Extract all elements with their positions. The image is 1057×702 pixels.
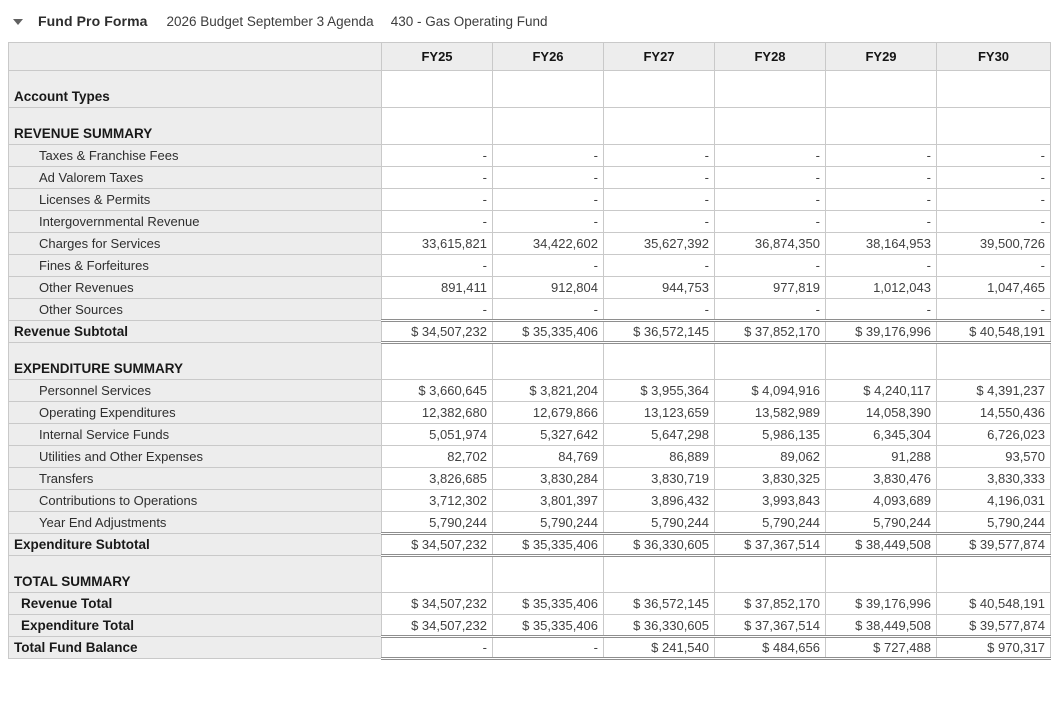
value-cell: 5,790,244 <box>937 512 1051 534</box>
table-row-ad-valorem-taxes <box>9 167 1051 189</box>
value-cell: - <box>715 145 826 167</box>
value-cell: - <box>493 255 604 277</box>
table-row-total-fund-balance <box>9 637 1051 659</box>
column-header-fy25: FY25 <box>382 43 493 71</box>
value-cell: 82,702 <box>382 446 493 468</box>
value-cell: 84,769 <box>493 446 604 468</box>
table-row-charges-for-services <box>9 233 1051 255</box>
value-cell: $ 4,240,117 <box>826 380 937 402</box>
corner-cell <box>9 43 382 71</box>
value-cell: $ 36,572,145 <box>604 593 715 615</box>
value-cell: - <box>715 211 826 233</box>
value-cell: 93,570 <box>937 446 1051 468</box>
value-cell: - <box>604 299 715 321</box>
value-cell: - <box>937 211 1051 233</box>
value-cell: - <box>937 255 1051 277</box>
table-row-revenue-subtotal <box>9 321 1051 343</box>
value-cell: 86,889 <box>604 446 715 468</box>
table-row-licenses-permits <box>9 189 1051 211</box>
table-header-row <box>9 43 1051 71</box>
value-cell <box>715 108 826 145</box>
value-cell: $ 241,540 <box>604 637 715 659</box>
value-cell: 3,993,843 <box>715 490 826 512</box>
value-cell: $ 36,330,605 <box>604 534 715 556</box>
row-label: Revenue Total <box>9 593 382 615</box>
row-label: Expenditure Total <box>9 615 382 637</box>
value-cell: 14,058,390 <box>826 402 937 424</box>
value-cell <box>715 556 826 593</box>
value-cell: 33,615,821 <box>382 233 493 255</box>
value-cell: - <box>715 299 826 321</box>
value-cell <box>937 556 1051 593</box>
table-row-intergovernmental-revenue <box>9 211 1051 233</box>
value-cell: $ 37,367,514 <box>715 534 826 556</box>
row-label: REVENUE SUMMARY <box>9 108 382 145</box>
table-row-transfers <box>9 468 1051 490</box>
value-cell: $ 35,335,406 <box>493 534 604 556</box>
value-cell: $ 40,548,191 <box>937 321 1051 343</box>
value-cell: 3,896,432 <box>604 490 715 512</box>
column-header-fy26: FY26 <box>493 43 604 71</box>
value-cell: 89,062 <box>715 446 826 468</box>
value-cell: $ 37,367,514 <box>715 615 826 637</box>
row-label: Contributions to Operations <box>9 490 382 512</box>
value-cell: 944,753 <box>604 277 715 299</box>
value-cell: 91,288 <box>826 446 937 468</box>
table-row-account-types <box>9 71 1051 108</box>
table-row-year-end-adjustments <box>9 512 1051 534</box>
value-cell: 5,051,974 <box>382 424 493 446</box>
value-cell <box>826 343 937 380</box>
value-cell: 3,830,333 <box>937 468 1051 490</box>
value-cell: - <box>382 145 493 167</box>
value-cell <box>493 108 604 145</box>
column-header-fy30: FY30 <box>937 43 1051 71</box>
row-label: Ad Valorem Taxes <box>9 167 382 189</box>
table-row-revenue-total <box>9 593 1051 615</box>
value-cell: 3,826,685 <box>382 468 493 490</box>
value-cell: $ 35,335,406 <box>493 321 604 343</box>
value-cell: 38,164,953 <box>826 233 937 255</box>
row-label: Transfers <box>9 468 382 490</box>
value-cell: 5,986,135 <box>715 424 826 446</box>
value-cell: - <box>493 167 604 189</box>
value-cell: $ 4,391,237 <box>937 380 1051 402</box>
table-row-other-revenues <box>9 277 1051 299</box>
pro-forma-table <box>8 42 1051 660</box>
value-cell: - <box>937 167 1051 189</box>
value-cell: - <box>715 167 826 189</box>
value-cell: - <box>493 211 604 233</box>
value-cell: 977,819 <box>715 277 826 299</box>
value-cell <box>493 71 604 108</box>
column-header-fy27: FY27 <box>604 43 715 71</box>
value-cell: - <box>937 299 1051 321</box>
table-row-other-sources <box>9 299 1051 321</box>
value-cell: 39,500,726 <box>937 233 1051 255</box>
value-cell <box>937 343 1051 380</box>
value-cell: $ 37,852,170 <box>715 593 826 615</box>
value-cell: - <box>826 145 937 167</box>
table-row-utilities-and-other-expenses <box>9 446 1051 468</box>
value-cell <box>715 343 826 380</box>
value-cell: $ 34,507,232 <box>382 593 493 615</box>
value-cell: 35,627,392 <box>604 233 715 255</box>
row-label: Operating Expenditures <box>9 402 382 424</box>
value-cell: - <box>493 299 604 321</box>
row-label: Revenue Subtotal <box>9 321 382 343</box>
value-cell: $ 970,317 <box>937 637 1051 659</box>
row-label: Intergovernmental Revenue <box>9 211 382 233</box>
value-cell: - <box>382 167 493 189</box>
value-cell: 4,196,031 <box>937 490 1051 512</box>
value-cell: - <box>826 211 937 233</box>
value-cell <box>382 343 493 380</box>
value-cell: - <box>604 211 715 233</box>
table-row-contributions-to-operations <box>9 490 1051 512</box>
value-cell: $ 3,660,645 <box>382 380 493 402</box>
value-cell: 3,801,397 <box>493 490 604 512</box>
value-cell: 3,830,476 <box>826 468 937 490</box>
value-cell <box>382 556 493 593</box>
value-cell: 13,123,659 <box>604 402 715 424</box>
value-cell <box>604 343 715 380</box>
value-cell: 4,093,689 <box>826 490 937 512</box>
row-label: Utilities and Other Expenses <box>9 446 382 468</box>
budget-name: 2026 Budget September 3 Agenda <box>166 13 374 29</box>
value-cell: 3,712,302 <box>382 490 493 512</box>
value-cell: $ 4,094,916 <box>715 380 826 402</box>
value-cell: - <box>826 189 937 211</box>
value-cell <box>604 108 715 145</box>
column-header-fy28: FY28 <box>715 43 826 71</box>
page-title: Fund Pro Forma <box>38 13 148 29</box>
value-cell: 5,790,244 <box>826 512 937 534</box>
value-cell: - <box>382 189 493 211</box>
value-cell <box>604 71 715 108</box>
table-row-total-summary <box>9 556 1051 593</box>
value-cell: $ 39,577,874 <box>937 534 1051 556</box>
value-cell <box>937 71 1051 108</box>
value-cell: $ 35,335,406 <box>493 593 604 615</box>
value-cell: 34,422,602 <box>493 233 604 255</box>
value-cell: - <box>382 637 493 659</box>
value-cell: $ 34,507,232 <box>382 534 493 556</box>
value-cell: 5,647,298 <box>604 424 715 446</box>
value-cell <box>937 108 1051 145</box>
value-cell: $ 484,656 <box>715 637 826 659</box>
table-row-taxes-franchise-fees <box>9 145 1051 167</box>
value-cell: $ 39,577,874 <box>937 615 1051 637</box>
value-cell: - <box>604 189 715 211</box>
value-cell: - <box>604 167 715 189</box>
value-cell: - <box>382 255 493 277</box>
value-cell: - <box>937 189 1051 211</box>
value-cell <box>826 71 937 108</box>
value-cell: - <box>382 299 493 321</box>
value-cell: $ 3,821,204 <box>493 380 604 402</box>
value-cell: - <box>493 189 604 211</box>
value-cell: $ 34,507,232 <box>382 321 493 343</box>
row-label: Year End Adjustments <box>9 512 382 534</box>
row-label: Fines & Forfeitures <box>9 255 382 277</box>
table-row-fines-forfeitures <box>9 255 1051 277</box>
value-cell <box>382 71 493 108</box>
value-cell: 3,830,719 <box>604 468 715 490</box>
row-label: Charges for Services <box>9 233 382 255</box>
value-cell: - <box>493 637 604 659</box>
table-row-personnel-services <box>9 380 1051 402</box>
table-row-revenue-summary <box>9 108 1051 145</box>
value-cell: - <box>604 255 715 277</box>
value-cell: $ 36,330,605 <box>604 615 715 637</box>
row-label: TOTAL SUMMARY <box>9 556 382 593</box>
row-label: Taxes & Franchise Fees <box>9 145 382 167</box>
value-cell: 1,012,043 <box>826 277 937 299</box>
value-cell: 891,411 <box>382 277 493 299</box>
value-cell: $ 40,548,191 <box>937 593 1051 615</box>
value-cell: 3,830,284 <box>493 468 604 490</box>
value-cell: $ 35,335,406 <box>493 615 604 637</box>
value-cell: 6,726,023 <box>937 424 1051 446</box>
fund-name: 430 - Gas Operating Fund <box>390 13 548 29</box>
value-cell: $ 38,449,508 <box>826 534 937 556</box>
value-cell: - <box>826 299 937 321</box>
value-cell: - <box>604 145 715 167</box>
value-cell: 14,550,436 <box>937 402 1051 424</box>
caret-down-icon[interactable] <box>13 19 23 25</box>
table-row-expenditure-summary <box>9 343 1051 380</box>
value-cell: 5,790,244 <box>493 512 604 534</box>
row-label: Other Sources <box>9 299 382 321</box>
section-title-bar <box>8 9 1050 33</box>
value-cell: 12,382,680 <box>382 402 493 424</box>
value-cell <box>715 71 826 108</box>
value-cell: - <box>715 255 826 277</box>
table-row-expenditure-subtotal <box>9 534 1051 556</box>
value-cell <box>493 343 604 380</box>
row-label: Internal Service Funds <box>9 424 382 446</box>
table-row-internal-service-funds <box>9 424 1051 446</box>
value-cell: - <box>382 211 493 233</box>
table-row-expenditure-total <box>9 615 1051 637</box>
value-cell: 6,345,304 <box>826 424 937 446</box>
value-cell: 36,874,350 <box>715 233 826 255</box>
value-cell: 912,804 <box>493 277 604 299</box>
row-label: Personnel Services <box>9 380 382 402</box>
row-label: Total Fund Balance <box>9 637 382 659</box>
row-label: Licenses & Permits <box>9 189 382 211</box>
value-cell: $ 727,488 <box>826 637 937 659</box>
value-cell <box>604 556 715 593</box>
value-cell: 3,830,325 <box>715 468 826 490</box>
value-cell: 5,327,642 <box>493 424 604 446</box>
table-row-operating-expenditures <box>9 402 1051 424</box>
value-cell: $ 36,572,145 <box>604 321 715 343</box>
value-cell: - <box>493 145 604 167</box>
value-cell: 5,790,244 <box>382 512 493 534</box>
value-cell: 12,679,866 <box>493 402 604 424</box>
value-cell: 1,047,465 <box>937 277 1051 299</box>
table-body <box>9 71 1051 659</box>
value-cell <box>493 556 604 593</box>
value-cell: - <box>826 167 937 189</box>
value-cell: - <box>937 145 1051 167</box>
value-cell: $ 38,449,508 <box>826 615 937 637</box>
row-label: Other Revenues <box>9 277 382 299</box>
value-cell: $ 34,507,232 <box>382 615 493 637</box>
value-cell: $ 39,176,996 <box>826 321 937 343</box>
value-cell <box>826 108 937 145</box>
value-cell: 5,790,244 <box>715 512 826 534</box>
value-cell: $ 3,955,364 <box>604 380 715 402</box>
value-cell: 5,790,244 <box>604 512 715 534</box>
row-label: Expenditure Subtotal <box>9 534 382 556</box>
value-cell: $ 37,852,170 <box>715 321 826 343</box>
value-cell: - <box>715 189 826 211</box>
value-cell: 13,582,989 <box>715 402 826 424</box>
row-label: Account Types <box>9 71 382 108</box>
value-cell: - <box>826 255 937 277</box>
column-header-fy29: FY29 <box>826 43 937 71</box>
value-cell <box>382 108 493 145</box>
row-label: EXPENDITURE SUMMARY <box>9 343 382 380</box>
value-cell: $ 39,176,996 <box>826 593 937 615</box>
value-cell <box>826 556 937 593</box>
